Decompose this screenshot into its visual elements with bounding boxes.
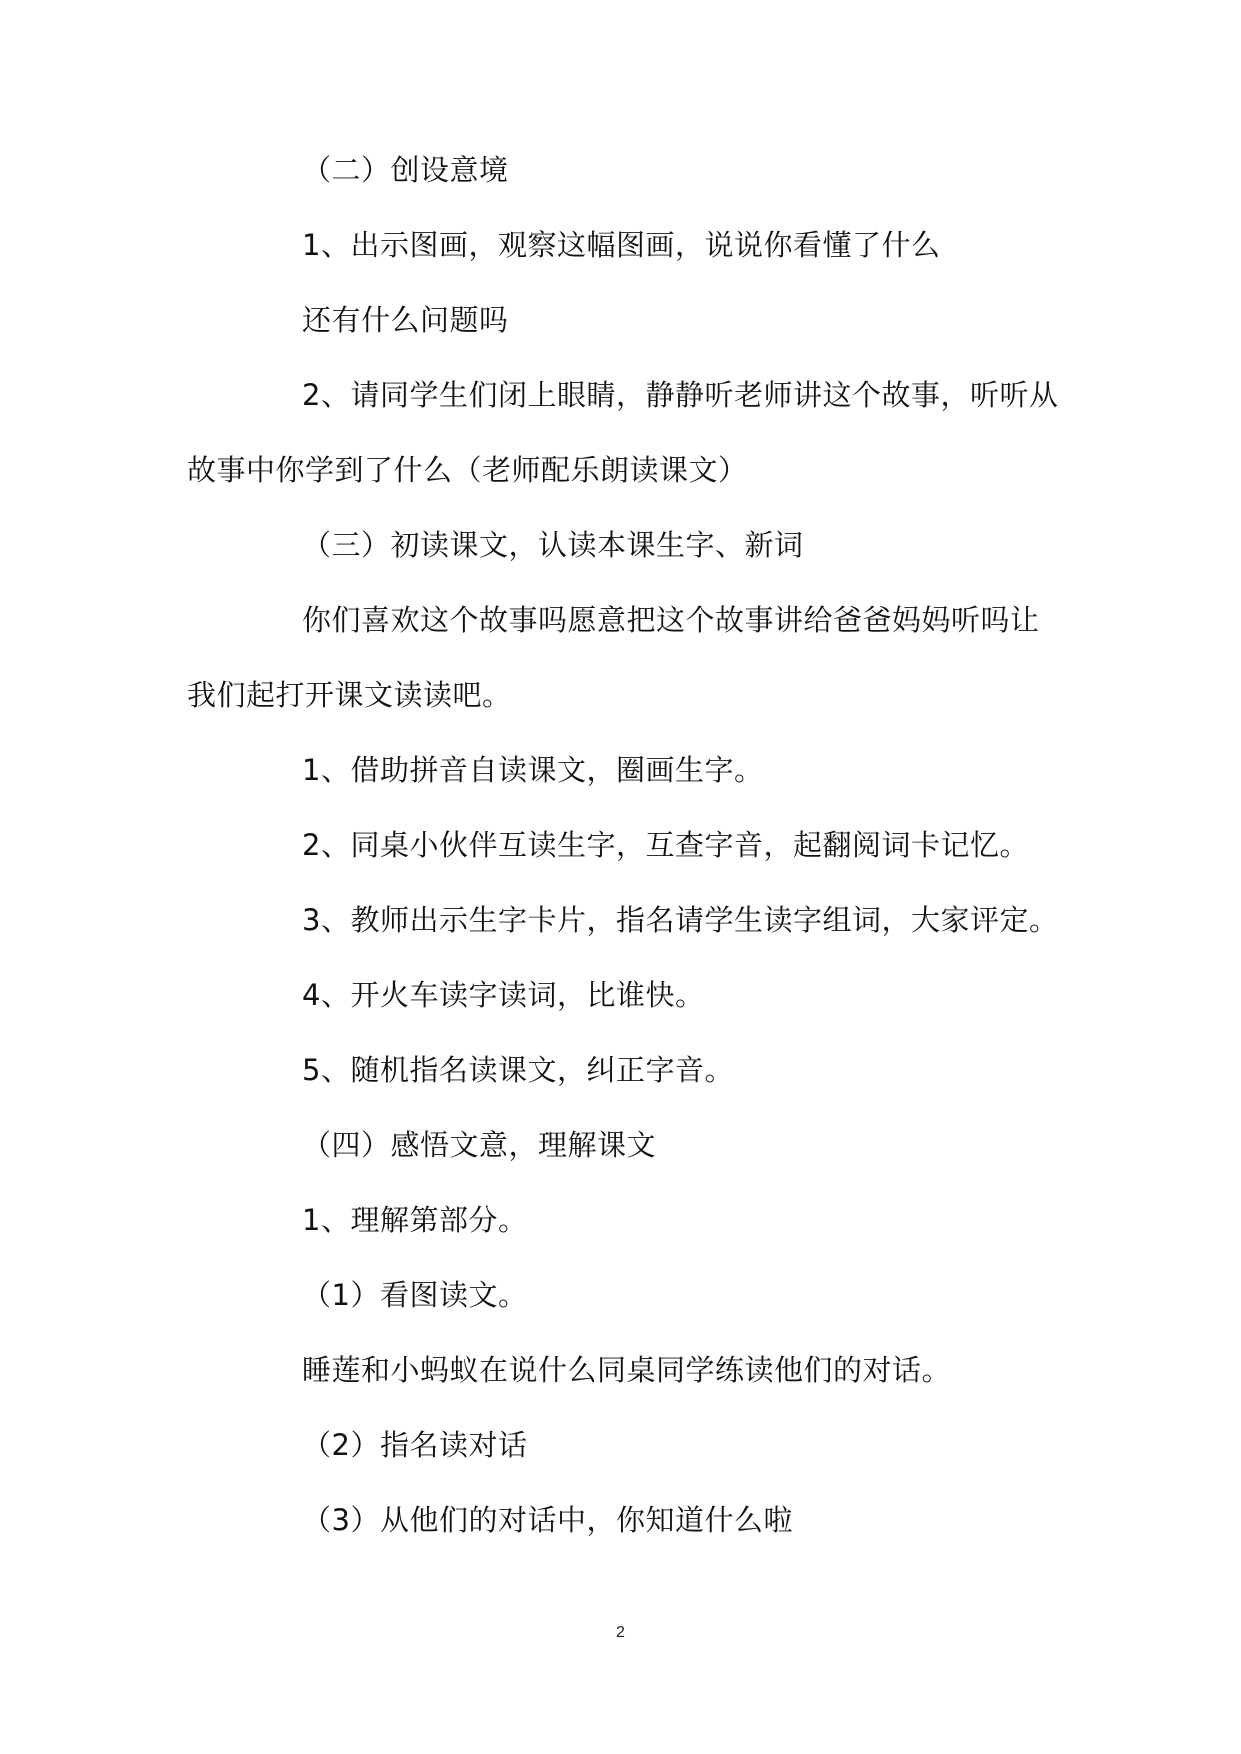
sub-list-item: （3）从他们的对话中，你知道什么啦 (302, 1503, 793, 1537)
list-item: 1、理解第部分。 (302, 1203, 528, 1237)
paragraph-line: 还有什么问题吗 (302, 303, 509, 337)
sub-list-item: （2）指名读对话 (302, 1428, 528, 1462)
page-number: 2 (616, 1624, 625, 1641)
paragraph-line: 故事中你学到了什么（老师配乐朗读课文） (187, 453, 748, 487)
paragraph-line: 1、出示图画，观察这幅图画，说说你看懂了什么 (302, 228, 941, 262)
list-item: 4、开火车读字读词，比谁快。 (302, 978, 705, 1012)
paragraph-line: 2、请同学生们闭上眼睛，静静听老师讲这个故事，听听从 (302, 378, 1059, 412)
section-heading-2: （二）创设意境 (302, 153, 509, 187)
paragraph-line: 你们喜欢这个故事吗愿意把这个故事讲给爸爸妈妈听吗让 (302, 603, 1040, 637)
paragraph-line: 我们起打开课文读读吧。 (187, 678, 512, 712)
list-item: 1、借助拼音自读课文，圈画生字。 (302, 753, 764, 787)
list-item: 5、随机指名读课文，纠正字音。 (302, 1053, 734, 1087)
list-item: 2、同桌小伙伴互读生字，互查字音，起翻阅词卡记忆。 (302, 828, 1029, 862)
sub-list-item: （1）看图读文。 (302, 1278, 528, 1312)
section-heading-4: （四）感悟文意，理解课文 (302, 1128, 657, 1162)
paragraph-line: 睡莲和小蚂蚁在说什么同桌同学练读他们的对话。 (302, 1353, 952, 1387)
section-heading-3: （三）初读课文，认读本课生字、新词 (302, 528, 804, 562)
list-item: 3、教师出示生字卡片，指名请学生读字组词，大家评定。 (302, 903, 1059, 937)
